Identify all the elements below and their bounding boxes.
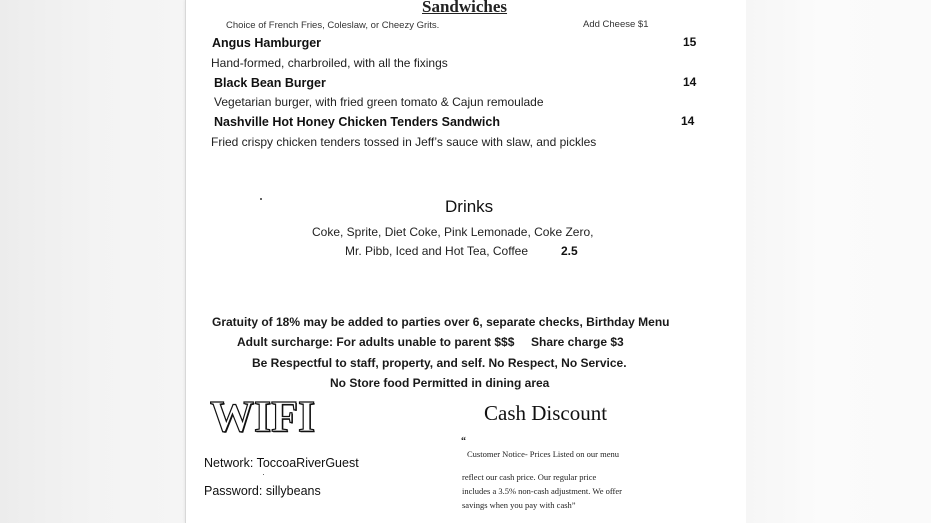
sides-note: Choice of French Fries, Coleslaw, or Cheezy Grits.: [226, 20, 440, 31]
cash-notice-line-1: Customer Notice- Prices Listed on our menu: [467, 449, 620, 459]
menu-item-description: Vegetarian burger, with fried green tomato & Cajun remoulade: [214, 95, 544, 109]
background-right: [745, 0, 931, 523]
print-speck: [260, 198, 262, 200]
add-cheese-note: Add Cheese $1: [583, 19, 649, 30]
menu-page: [185, 0, 746, 523]
notice-open-quote: “: [461, 436, 466, 447]
drinks-price: 2.5: [561, 244, 578, 258]
store-food-policy: No Store food Permitted in dining area: [330, 376, 550, 390]
share-charge-policy: Share charge $3: [531, 335, 624, 349]
drinks-list-line-1: Coke, Sprite, Diet Coke, Pink Lemonade, Coke Zero,: [312, 225, 594, 239]
menu-item-description: Hand-formed, charbroiled, with all the fixings: [211, 56, 448, 70]
adult-surcharge-policy: Adult surcharge: For adults unable to parent $$$: [237, 335, 515, 349]
drinks-heading: Drinks: [445, 197, 494, 216]
menu-item-name: Black Bean Burger: [214, 76, 326, 90]
gratuity-policy: Gratuity of 18% may be added to parties over 6, separate checks, Birthday Menu: [212, 315, 670, 329]
drinks-list-line-2: Mr. Pibb, Iced and Hot Tea, Coffee: [345, 244, 528, 258]
sandwiches-heading: Sandwiches: [422, 0, 508, 16]
menu-item-price: 14: [681, 114, 695, 128]
menu-item-description: Fried crispy chicken tenders tossed in Jeff’s sauce with slaw, and pickles: [211, 135, 597, 149]
cash-discount-heading: Cash Discount: [484, 401, 608, 425]
menu-item-name: Angus Hamburger: [212, 36, 322, 50]
cash-notice-line-3: includes a 3.5% non-cash adjustment. We offer: [462, 486, 622, 496]
cash-notice-line-4: savings when you pay with cash”: [462, 500, 576, 510]
respect-policy: Be Respectful to staff, property, and self. No Respect, No Service.: [252, 356, 627, 370]
menu-item-price: 14: [683, 75, 697, 89]
wifi-network: Network: ToccoaRiverGuest: [204, 456, 359, 470]
cash-notice-line-2: reflect our cash price. Our regular price: [462, 472, 597, 482]
wifi-heading: WIFI: [210, 392, 316, 441]
wifi-password: Password: sillybeans: [204, 484, 321, 498]
print-speck: [263, 474, 264, 475]
menu-item-name: Nashville Hot Honey Chicken Tenders Sandwich: [214, 115, 500, 129]
menu-item-price: 15: [683, 35, 697, 49]
